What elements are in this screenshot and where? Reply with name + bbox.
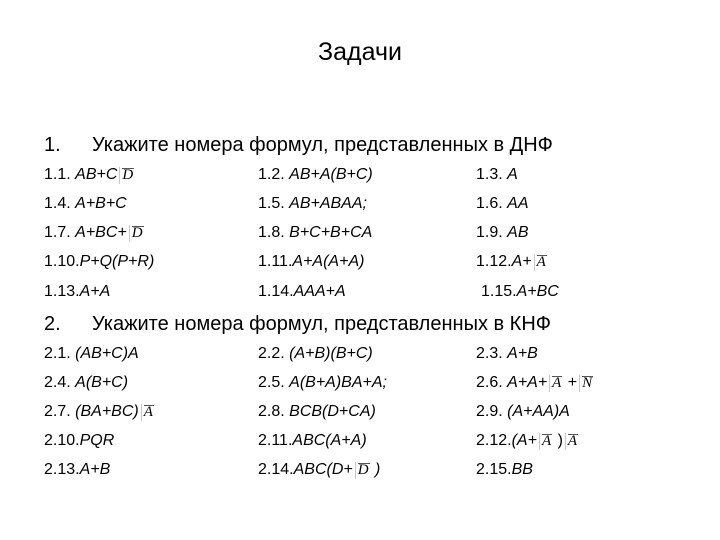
- task-2-text: Укажите номера формул, представленных в КНФ: [92, 313, 551, 335]
- formula-number: 2.7.: [44, 403, 71, 420]
- formula-expr: (BA+BC): [75, 403, 139, 420]
- formula-2-7: [44, 403, 155, 421]
- formula-expr: A+B: [507, 345, 538, 362]
- formula-1-11: [258, 253, 364, 271]
- formula-number: 2.3.: [476, 345, 503, 362]
- formula-2-10: [44, 432, 114, 450]
- formula-1-14: [258, 283, 346, 301]
- formula-number: 2.10.: [44, 432, 80, 449]
- formula-expr: A+BC+: [75, 224, 127, 241]
- formula-operator: ): [557, 432, 563, 449]
- formula-expr: ABC(A+A): [292, 432, 367, 449]
- formula-1-7: [44, 224, 145, 242]
- overlined-variable: A: [549, 375, 563, 392]
- formula-expr: A(B+C): [75, 374, 129, 391]
- formula-expr: A+: [511, 253, 532, 270]
- formula-2-1: [44, 345, 139, 363]
- formula-2-13: [44, 461, 110, 479]
- formula-expr: ABC(D+: [293, 461, 353, 478]
- formula-number: 1.11.: [258, 253, 293, 270]
- formula-number: 1.12.: [476, 253, 512, 270]
- formula-1-6: [476, 195, 528, 213]
- formula-number: 2.6.: [476, 374, 503, 391]
- formula-1-1: [44, 166, 135, 184]
- formula-number: 2.15.: [476, 461, 512, 478]
- overlined-variable: A: [141, 404, 155, 421]
- formula-expr: A+B: [79, 461, 111, 478]
- formula-1-3: [476, 166, 518, 184]
- task-2-number: 2.: [44, 313, 61, 335]
- page-title: Задачи: [318, 38, 402, 66]
- formula-number: 1.6.: [476, 195, 503, 212]
- formula-number: 2.1.: [44, 345, 71, 362]
- formula-number: 2.13.: [44, 461, 80, 478]
- formula-2-14: [258, 461, 380, 479]
- formula-expr: BB: [511, 461, 533, 478]
- formula-number: 1.5.: [258, 195, 285, 212]
- formula-number: 1.7.: [44, 224, 71, 241]
- formula-number: 1.13.: [44, 283, 80, 300]
- formula-expr: A+BC: [516, 283, 559, 300]
- formula-1-12: [476, 253, 548, 271]
- formula-close-paren: ): [375, 461, 381, 478]
- formula-expr: B+C+B+CA: [289, 224, 373, 241]
- formula-2-6: [476, 374, 594, 392]
- task-2-heading: [44, 313, 551, 336]
- formula-1-4: [44, 195, 127, 213]
- formula-expr: P+Q(P+R): [79, 253, 155, 270]
- formula-operator: +: [567, 374, 578, 391]
- formula-2-5: [258, 374, 387, 392]
- formula-expr: PQR: [79, 432, 115, 449]
- formula-2-9: [476, 403, 570, 421]
- formula-expr: AB+ABAA;: [289, 195, 367, 212]
- formula-expr: (A+: [511, 432, 537, 449]
- formula-expr: A: [507, 166, 518, 183]
- formula-expr: AB+C: [75, 166, 118, 183]
- formula-2-12: [476, 432, 579, 450]
- formula-number: 2.9.: [476, 403, 503, 420]
- formula-number: 2.5.: [258, 374, 285, 391]
- formula-1-5: [258, 195, 367, 213]
- formula-number: 2.8.: [258, 403, 285, 420]
- formula-expr: (A+B)(B+C): [289, 345, 373, 362]
- formula-number: 1.1.: [44, 166, 71, 183]
- overlined-variable: D: [355, 462, 371, 479]
- task-1-heading: [44, 134, 553, 157]
- overlined-variable: A: [534, 254, 548, 271]
- formula-expr: (AB+C)A: [75, 345, 139, 362]
- formula-expr: A+A: [79, 283, 111, 300]
- formula-number: 2.14.: [258, 461, 294, 478]
- formula-number: 1.15.: [481, 283, 517, 300]
- formula-2-8: [258, 403, 376, 421]
- formula-expr: (A+AA)A: [507, 403, 570, 420]
- formula-expr: A(B+A)BA+A;: [289, 374, 387, 391]
- formula-2-2: [258, 345, 373, 363]
- formula-number: 2.11.: [258, 432, 293, 449]
- formula-expr: AB+A(B+C): [289, 166, 373, 183]
- formula-expr: A+A(A+A): [292, 253, 365, 270]
- formula-2-3: [476, 345, 538, 363]
- formula-2-11: [258, 432, 367, 450]
- formula-number: 1.10.: [44, 253, 80, 270]
- formula-expr: A+B+C: [75, 195, 127, 212]
- formula-number: 2.12.: [476, 432, 512, 449]
- overlined-variable: D: [119, 167, 135, 184]
- formula-expr: AA: [507, 195, 529, 212]
- task-1-text: Укажите номера формул, представленных в ДНФ: [92, 134, 553, 156]
- formula-1-15: [481, 283, 559, 301]
- formula-expr: BCB(D+CA): [289, 403, 376, 420]
- overlined-variable: N: [579, 375, 594, 392]
- formula-1-2: [258, 166, 373, 184]
- formula-expr: A+A+: [507, 374, 548, 391]
- overlined-variable: A: [565, 433, 579, 450]
- formula-2-15: [476, 461, 533, 479]
- formula-1-8: [258, 224, 372, 242]
- formula-number: 1.2.: [258, 166, 285, 183]
- formula-number: 1.4.: [44, 195, 71, 212]
- formula-number: 2.4.: [44, 374, 71, 391]
- overlined-variable: D: [129, 225, 145, 242]
- formula-number: 1.9.: [476, 224, 503, 241]
- formula-expr: AB: [507, 224, 529, 241]
- formula-number: 2.2.: [258, 345, 285, 362]
- task-1-number: 1.: [44, 134, 61, 156]
- formula-number: 1.3.: [476, 166, 503, 183]
- formula-expr: AAA+A: [293, 283, 346, 300]
- formula-1-13: [44, 283, 110, 301]
- formula-number: 1.8.: [258, 224, 285, 241]
- overlined-variable: A: [539, 433, 553, 450]
- formula-number: 1.14.: [258, 283, 294, 300]
- formula-1-10: [44, 253, 154, 271]
- formula-1-9: [476, 224, 528, 242]
- formula-2-4: [44, 374, 128, 392]
